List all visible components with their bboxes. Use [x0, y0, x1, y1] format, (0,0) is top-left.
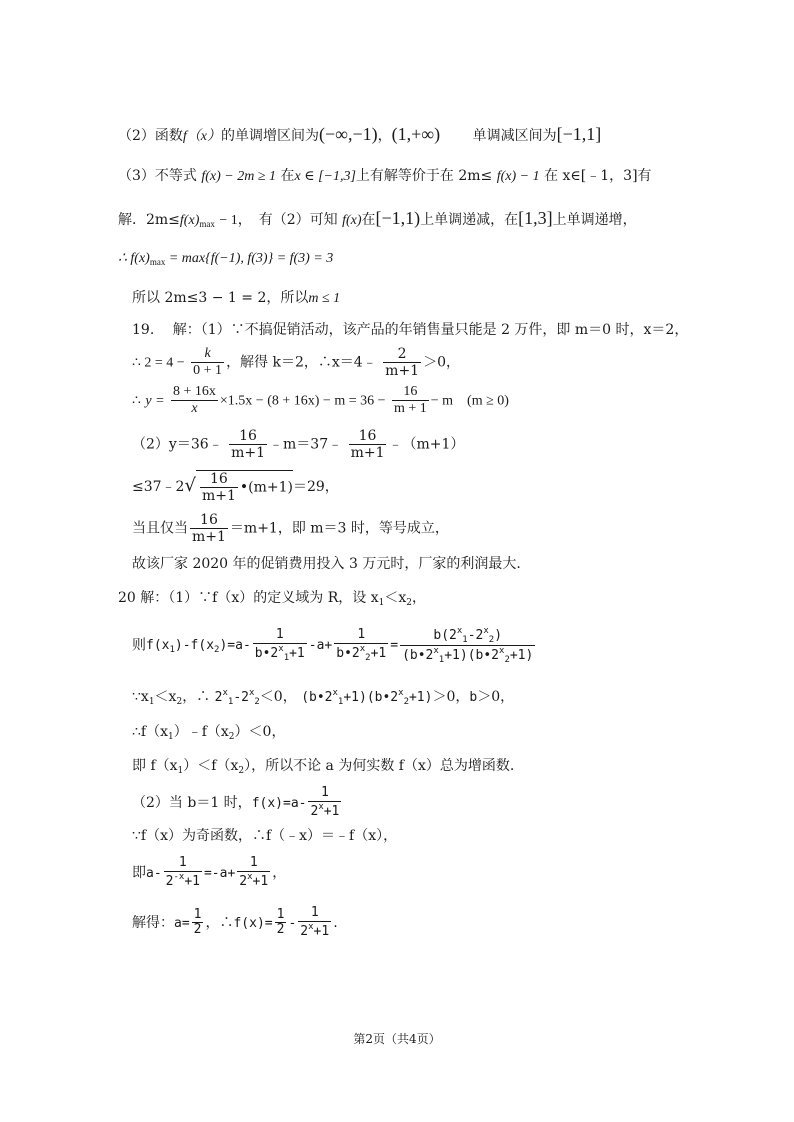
fraction	[334, 628, 388, 663]
superscript: x	[278, 644, 284, 655]
line-17	[132, 758, 514, 777]
fraction	[392, 384, 429, 417]
subscript: 1	[438, 655, 445, 666]
denominator: m+1	[192, 529, 226, 546]
math: )-f(x	[174, 638, 215, 654]
line-8	[132, 384, 509, 417]
line-12	[132, 556, 521, 573]
subscript: 2	[406, 598, 412, 608]
subscript: max	[149, 257, 166, 267]
math: m ≤ 1	[308, 291, 341, 306]
text: ＜x	[384, 590, 407, 606]
subscript: 2	[365, 653, 371, 664]
math: − m (m ≥ 0)	[430, 393, 509, 409]
interval: (−∞,−1)	[319, 124, 378, 144]
math: f(x	[146, 638, 170, 654]
text: 在	[361, 212, 376, 228]
subscript: 2	[488, 635, 495, 645]
fraction	[191, 346, 224, 379]
line-1	[118, 124, 601, 146]
numerator: 16	[200, 471, 238, 488]
superscript: x	[483, 626, 489, 636]
math: 2	[214, 690, 223, 705]
numerator: 16	[229, 428, 267, 445]
text: 单调减区间为	[472, 128, 557, 144]
den-part: 2	[310, 803, 319, 819]
den-part: 2	[239, 873, 248, 889]
text: 故该厂家 2020 年的促销费用投入 3 万元时，厂家的利润最大.	[132, 556, 521, 572]
den-part: b•2	[254, 646, 279, 662]
numerator: k	[191, 346, 224, 363]
denominator	[237, 872, 270, 890]
numerator: 1	[298, 906, 331, 922]
denominator	[334, 644, 388, 663]
text: ∵f（x）为奇函数，∴f（﹣x）＝﹣f（x），	[132, 828, 398, 844]
fraction	[190, 512, 228, 545]
line-20	[132, 856, 286, 890]
denominator	[298, 922, 331, 940]
subscript: 1	[148, 697, 155, 707]
text: 解．2m≤	[118, 212, 180, 228]
math: f(x)	[179, 213, 200, 228]
fraction	[164, 856, 202, 890]
text: ），所以不论 a 为何实数 f（x）总为增函数.	[244, 758, 515, 774]
text: （2）y＝36﹣	[132, 436, 223, 453]
line-13	[118, 590, 426, 609]
den-part: 2	[300, 923, 309, 939]
text: ∵x	[132, 689, 149, 705]
den-part: b•2	[336, 646, 360, 662]
text: ， 有（2）可知	[237, 212, 338, 228]
numerator: 1	[253, 628, 307, 644]
text: 19. 解：（1）∵不搞促销活动，该产品的年销售量只能是 2 万件，即 m＝0 时，x＝2，	[132, 322, 689, 338]
sqrt-body	[196, 470, 293, 504]
text: 在 x∈[﹣1，3]有	[544, 168, 652, 184]
math: f(x)	[342, 213, 362, 228]
fraction	[253, 628, 307, 663]
math: +1)(b•2	[343, 690, 399, 705]
line-16	[132, 724, 285, 743]
subscript: 2	[214, 645, 220, 656]
subscript: 2	[228, 732, 235, 742]
text: ＞0，	[432, 689, 470, 705]
numerator: 16	[392, 384, 429, 401]
text: ＝29，	[292, 479, 339, 496]
text: 20 解：（1）∵f（x）的定义域为 R，设 x	[118, 590, 379, 606]
text: ，	[377, 128, 392, 144]
den-part: +1)(b•2	[444, 648, 500, 664]
denominator	[253, 644, 307, 663]
den-part: +1	[252, 873, 269, 889]
denominator: 0 + 1	[193, 363, 223, 379]
fraction	[229, 428, 267, 461]
subscript: 1	[378, 598, 385, 608]
text: ﹣（m+1）	[388, 436, 465, 453]
interval: [1,3]	[518, 208, 553, 228]
text: 则	[132, 637, 146, 654]
den-part: +1)	[509, 648, 534, 664]
line-10	[132, 470, 339, 504]
den-part: +1	[370, 646, 387, 662]
fraction	[298, 906, 331, 940]
line-7	[132, 346, 460, 379]
math: f（x）	[182, 129, 222, 144]
line-14	[132, 626, 537, 666]
text: ）＜f（x	[183, 758, 239, 774]
sqrt-sign: √	[184, 475, 196, 497]
text: ≤37﹣2	[132, 479, 185, 496]
math: (b•2	[301, 690, 333, 705]
superscript: x	[433, 646, 439, 657]
superscript: x	[308, 921, 314, 932]
numerator: 8 + 16x	[171, 384, 218, 401]
num-part: b(2	[433, 628, 457, 643]
fraction	[200, 471, 238, 504]
interval: [−1,1]	[556, 124, 602, 144]
den-part: 2	[165, 873, 174, 889]
math: =	[390, 638, 399, 654]
text: （2）当 b＝1 时，	[132, 794, 252, 811]
superscript: x	[398, 688, 404, 698]
text: .	[333, 914, 338, 931]
num-part: )	[494, 628, 503, 643]
math: f(x) − 1	[496, 169, 540, 184]
line-21	[132, 906, 338, 940]
numerator: 2	[383, 346, 421, 363]
subscript: max	[199, 219, 215, 229]
fraction	[237, 856, 270, 890]
denominator: m+1	[385, 363, 420, 380]
math: f(x)=	[233, 915, 273, 931]
text: 即 f（x	[132, 758, 178, 774]
subscript: 1	[167, 732, 174, 742]
math: f(x)=a-	[251, 795, 307, 811]
text: （3）不等式	[118, 168, 197, 184]
math: = max{f(−1), f(3)} = f(3) = 3	[165, 251, 334, 266]
subscript: 1	[227, 697, 234, 707]
math: − 1	[219, 213, 238, 228]
superscript: x	[359, 644, 366, 655]
subscript: 1	[337, 697, 344, 707]
line-9	[132, 428, 464, 461]
superscript: x	[247, 871, 253, 882]
text: ＞0，	[423, 354, 461, 371]
text: （2）函数	[118, 128, 183, 144]
fraction	[192, 908, 204, 939]
text: 在	[280, 168, 295, 184]
denominator	[400, 646, 535, 665]
subscript: 2	[176, 697, 183, 707]
text: ∴f（x	[132, 724, 168, 740]
math: b	[469, 690, 478, 705]
denominator: m+1	[231, 445, 266, 462]
line-19	[132, 828, 397, 845]
num-part: -2	[467, 628, 484, 643]
numerator	[400, 626, 535, 646]
line-3	[118, 208, 637, 230]
denominator: m + 1	[393, 401, 427, 417]
denominator: x	[191, 401, 198, 417]
fraction	[275, 908, 287, 939]
subscript: 2	[254, 697, 260, 707]
math: f(x) − 2m ≥ 1	[201, 169, 277, 184]
text: ，解得 k＝2，∴x＝4﹣	[226, 354, 377, 371]
text: ∴	[132, 392, 141, 409]
numerator: 16	[190, 512, 228, 529]
interval: (1,+∞)	[391, 124, 441, 144]
math: =-a+	[203, 865, 236, 881]
text: ，∴	[205, 914, 234, 931]
fraction	[383, 346, 421, 379]
subscript: 1	[462, 635, 468, 645]
interval: [−1,1)	[375, 208, 421, 228]
den-part: +1	[289, 646, 305, 662]
text: 当且仅当	[132, 520, 188, 537]
superscript: x	[318, 801, 324, 812]
superscript: -x	[173, 871, 185, 882]
superscript: x	[499, 646, 505, 657]
denominator	[308, 802, 341, 820]
math: ×1.5x − (8 + 16x) − m = 36 −	[219, 393, 386, 409]
text: ，∴	[182, 689, 211, 705]
text: ﹣m＝37﹣	[269, 436, 343, 453]
numerator: 1	[276, 906, 285, 922]
math: +1)	[408, 690, 433, 705]
line-6	[132, 322, 688, 339]
text: 的单调增区间为	[221, 128, 320, 144]
superscript: x	[456, 626, 463, 636]
numerator: 1	[237, 856, 270, 872]
den-part: +1	[313, 923, 330, 939]
denominator: m+1	[201, 488, 236, 505]
line-11	[132, 512, 449, 545]
math: ∴ f(x)	[118, 251, 150, 266]
fraction	[308, 786, 341, 820]
text: ＝m+1，即 m＝3 时，等号成立，	[229, 520, 449, 537]
subscript: 1	[177, 766, 184, 776]
math: -	[288, 915, 297, 931]
numerator: 1	[308, 786, 341, 802]
formula	[146, 626, 537, 666]
den-part: +1	[323, 803, 340, 819]
math: x ∈ [−1,3]	[294, 169, 356, 184]
superscript: x	[332, 688, 338, 698]
subscript: 2	[403, 697, 409, 707]
den-part: +1	[184, 873, 200, 889]
subscript: 2	[238, 766, 245, 776]
subscript: 1	[169, 645, 175, 656]
line-15	[132, 688, 514, 708]
text: 解得：	[132, 914, 174, 931]
numerator: 1	[334, 628, 388, 644]
text: ＜x	[154, 689, 177, 705]
text: ）＜0，	[234, 724, 286, 740]
line-18	[132, 786, 343, 820]
numerator: 1	[164, 856, 202, 872]
numerator: 16	[349, 428, 387, 445]
text: 上单调递减，在	[420, 212, 519, 228]
fraction	[349, 428, 387, 461]
subscript: 2	[504, 655, 510, 666]
numerator: 1	[193, 906, 202, 922]
line-4	[118, 250, 333, 268]
superscript: x	[222, 688, 228, 698]
math: )=a-	[219, 638, 251, 654]
fraction	[400, 626, 535, 666]
text: ＜0，	[259, 689, 297, 705]
math: -a+	[308, 638, 333, 654]
text: 所以 2m≤3 − 1 = 2，所以	[132, 290, 309, 306]
text: ，	[272, 864, 287, 881]
math: a-	[146, 865, 162, 881]
math: a=	[174, 915, 190, 931]
superscript: x	[248, 688, 255, 698]
denominator	[164, 872, 202, 890]
math: -2	[233, 690, 249, 705]
line-5	[132, 290, 340, 308]
text: 上单调递增，	[552, 212, 637, 228]
math: ∴ 2 = 4 −	[132, 355, 185, 371]
text: •(m+1)	[239, 479, 293, 496]
line-2	[118, 168, 652, 186]
subscript: 1	[283, 653, 290, 664]
den-part: (b•2	[402, 648, 434, 664]
text: ）﹣f（x	[173, 724, 229, 740]
denominator: 2	[193, 922, 202, 938]
text: 即	[132, 864, 146, 881]
text: 上有解等价于在 2m≤	[355, 168, 493, 184]
text: ＞0，	[477, 689, 515, 705]
text: ，	[411, 590, 426, 606]
page-footer: 第2页（共4页）	[353, 1032, 441, 1046]
math: y =	[145, 393, 165, 409]
denominator: m+1	[350, 445, 385, 462]
fraction	[171, 384, 218, 417]
denominator: 2	[276, 922, 285, 938]
